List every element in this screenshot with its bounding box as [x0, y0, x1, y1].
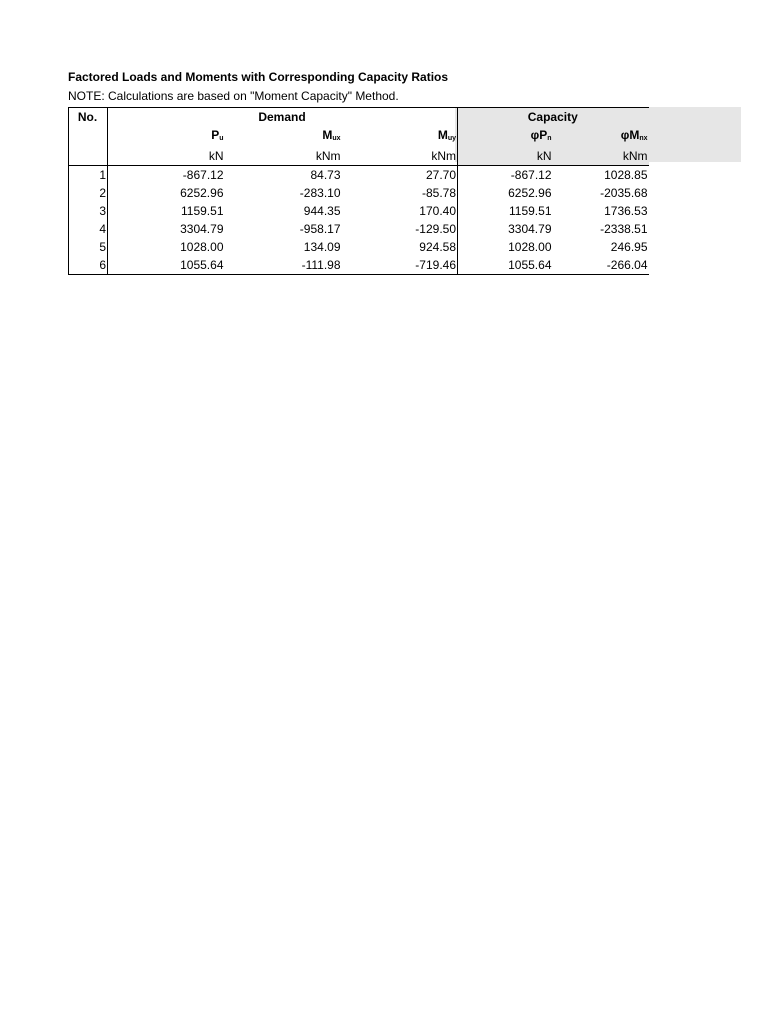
col-header-mux: $M_{ux}$: [322, 128, 341, 142]
cell-mux: 134.09: [303, 240, 341, 254]
cell-mux: -111.98: [225, 256, 342, 275]
row-no: 6: [69, 256, 108, 275]
cell-mux: -958.17: [299, 222, 341, 236]
cell-muy: 924.58: [342, 238, 458, 256]
table-row: [69, 166, 649, 185]
cell-phipn: 1159.51: [509, 204, 552, 218]
header-row-units: [69, 147, 649, 166]
header-blank-cell: [69, 126, 108, 147]
cell-pu: -867.12: [182, 168, 224, 182]
cell-mux: 84.73: [310, 168, 341, 182]
row-no: 3: [69, 202, 108, 220]
cell-phimnx: -266.04: [553, 256, 649, 275]
cell-pu: 1028.00: [180, 240, 224, 254]
cell-phipn: 1028.00: [508, 240, 552, 254]
cell-pu: 6252.96: [180, 186, 224, 200]
col-header-pu: $P_u$: [211, 128, 224, 142]
cell-phipn: 1055.64: [458, 256, 553, 275]
cell-phimnx: 1028.85: [604, 168, 648, 182]
cell-phimnx: 246.95: [610, 240, 648, 254]
table-row: [69, 202, 649, 220]
cell-phipn: 6252.96: [508, 186, 552, 200]
cell-muy: -129.50: [342, 220, 458, 238]
cell-pu: 1055.64: [108, 256, 225, 275]
page-title: Factored Loads and Moments with Corresponding Capacity Ratios: [68, 70, 449, 84]
table-row: [69, 184, 649, 202]
table-row: [69, 238, 649, 256]
cell-phimnx: -2338.51: [600, 222, 648, 236]
cell-phimnx: 1736.53: [604, 204, 648, 218]
cell-pu: 1159.51: [181, 204, 224, 218]
col-header-phimnx: $\varphi M_{nx}$: [553, 126, 649, 147]
cell-mux: -283.10: [299, 186, 341, 200]
header-blank-cell: [69, 147, 108, 166]
cell-muy: -719.46: [342, 256, 458, 275]
table-row: [69, 220, 649, 238]
cell-pu: 3304.79: [180, 222, 224, 236]
col-header-phipn: $\varphi P_n$: [458, 126, 553, 147]
cell-muy: -85.78: [342, 184, 458, 202]
cell-phipn: -867.12: [510, 168, 552, 182]
row-no: 2: [69, 184, 108, 202]
col-header-muy: $M_{uy}$: [342, 126, 458, 147]
header-row-groups: [69, 108, 649, 127]
results-table: [68, 107, 649, 275]
cell-phimnx: -2035.68: [600, 186, 648, 200]
cell-phipn: 3304.79: [508, 222, 552, 236]
unit-muy: kNm: [342, 147, 458, 166]
table-row: [69, 256, 649, 275]
cell-muy: 27.70: [342, 166, 458, 185]
col-header-no: No.: [69, 108, 108, 127]
cell-muy: 170.40: [342, 202, 458, 220]
header-row-symbols: [69, 126, 649, 147]
cell-mux: 944.35: [303, 204, 341, 218]
calculation-note: NOTE: Calculations are based on "Moment Capacity" Method.: [68, 89, 399, 103]
row-no: 5: [69, 238, 108, 256]
row-no: 4: [69, 220, 108, 238]
group-header-demand: Demand: [108, 108, 458, 127]
unit-phimnx: kNm: [553, 147, 649, 166]
unit-mux: kNm: [225, 147, 342, 166]
unit-phipn: kN: [458, 147, 553, 166]
row-no: 1: [69, 166, 108, 185]
group-header-capacity: Capacity: [458, 108, 649, 127]
unit-pu: kN: [108, 147, 225, 166]
